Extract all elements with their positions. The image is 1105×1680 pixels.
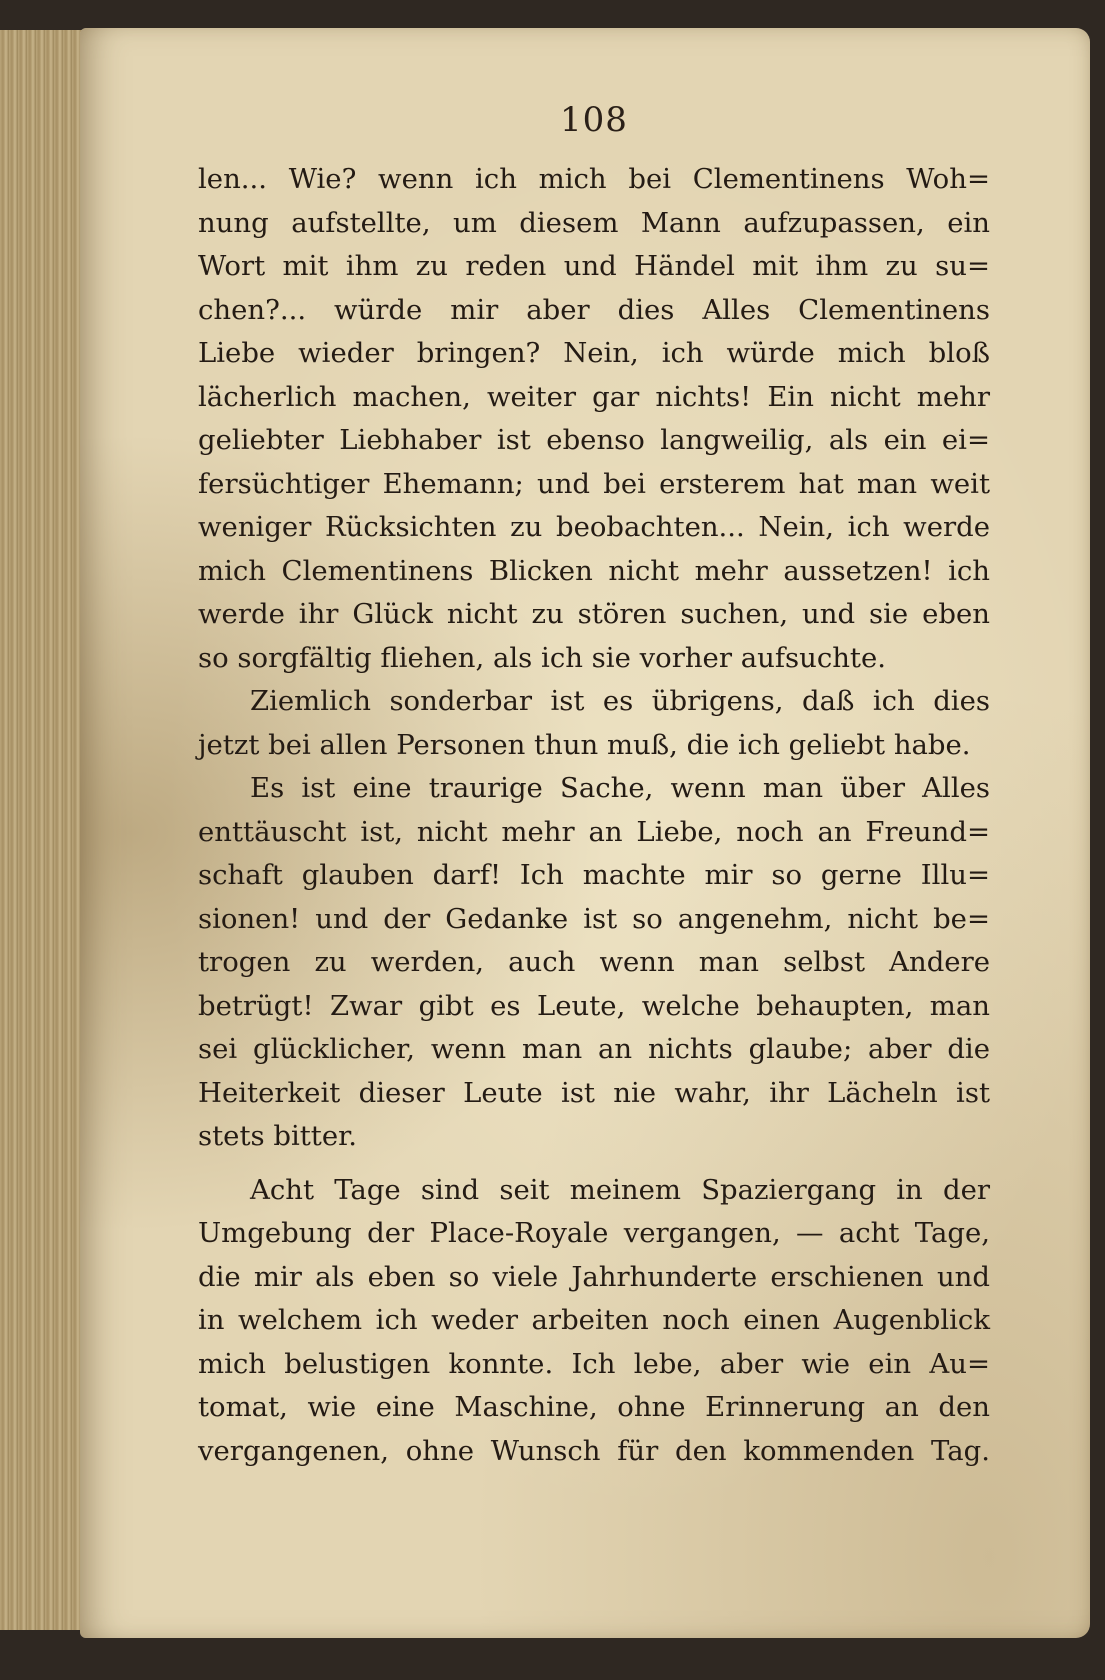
text-line: Heiterkeit dieser Leute ist nie wahr, ihr Lächeln ist	[198, 1076, 990, 1109]
text-line: sei glücklicher, wenn man an nichts glaube; aber die	[198, 1033, 990, 1065]
text-line: geliebter Liebhaber ist ebenso langweilig, als ein ei=	[198, 424, 990, 456]
text-line: lächerlich machen, weiter gar nichts! Ein nicht mehr	[198, 380, 990, 413]
text-line: die mir als eben so viele Jahrhunderte erschienen und	[198, 1260, 990, 1293]
paragraph	[198, 767, 990, 1159]
paragraph	[198, 1169, 990, 1474]
text-line: Liebe wieder bringen? Nein, ich würde mich bloß	[198, 337, 990, 369]
paragraph	[198, 158, 990, 680]
text-line: jetzt bei allen Personen thun muß, die ich geliebt habe.	[198, 728, 971, 761]
text-line: werde ihr Glück nicht zu stören suchen, und sie eben	[198, 598, 990, 630]
text-line: sionen! und der Gedanke ist so angenehm, nicht be=	[198, 902, 990, 935]
text-line: schaft glauben darf! Ich machte mir so gerne Illu=	[198, 859, 990, 891]
text-line: betrügt! Zwar gibt es Leute, welche behaupten, man	[198, 989, 990, 1022]
text-line: len... Wie? wenn ich mich bei Clementinens Woh=	[198, 163, 990, 195]
text-line: chen?... würde mir aber dies Alles Clementinens	[198, 293, 990, 326]
paragraph	[198, 680, 990, 767]
text-line: fersüchtiger Ehemann; und bei ersterem hat man weit	[198, 467, 990, 500]
text-line: so sorgfältig fliehen, als ich sie vorher aufsuchte.	[198, 641, 886, 674]
text-line: enttäuscht ist, nicht mehr an Liebe, noch an Freund=	[198, 815, 990, 848]
text-line: Ziemlich sonderbar ist es übrigens, daß ich dies	[250, 685, 990, 717]
text-line: in welchem ich weder arbeiten noch einen Augenblick	[198, 1304, 990, 1336]
text-line: Wort mit ihm zu reden und Händel mit ihm zu su=	[198, 250, 990, 282]
text-line: nung aufstellte, um diesem Mann aufzupassen, ein	[198, 206, 990, 239]
text-line: mich Clementinens Blicken nicht mehr aussetzen! ich	[198, 554, 990, 587]
text-line: weniger Rücksichten zu beobachten... Nein, ich werde	[198, 511, 990, 543]
body-text	[198, 158, 990, 1473]
text-line: stets bitter.	[198, 1120, 357, 1152]
text-line: vergangenen, ohne Wunsch für den kommenden Tag.	[198, 1434, 990, 1467]
text-line: trogen zu werden, auch wenn man selbst Andere	[198, 946, 990, 978]
text-line: mich belustigen konnte. Ich lebe, aber wie ein Au=	[198, 1347, 990, 1380]
page-number: 108	[560, 100, 628, 140]
text-line: Umgebung der Place-Royale vergangen, — acht Tage,	[198, 1217, 990, 1249]
text-line: Es ist eine traurige Sache, wenn man über Alles	[250, 772, 990, 804]
text-line: Acht Tage sind seit meinem Spaziergang in der	[250, 1173, 990, 1206]
text-line: tomat, wie eine Maschine, ohne Erinnerung an den	[198, 1391, 990, 1423]
